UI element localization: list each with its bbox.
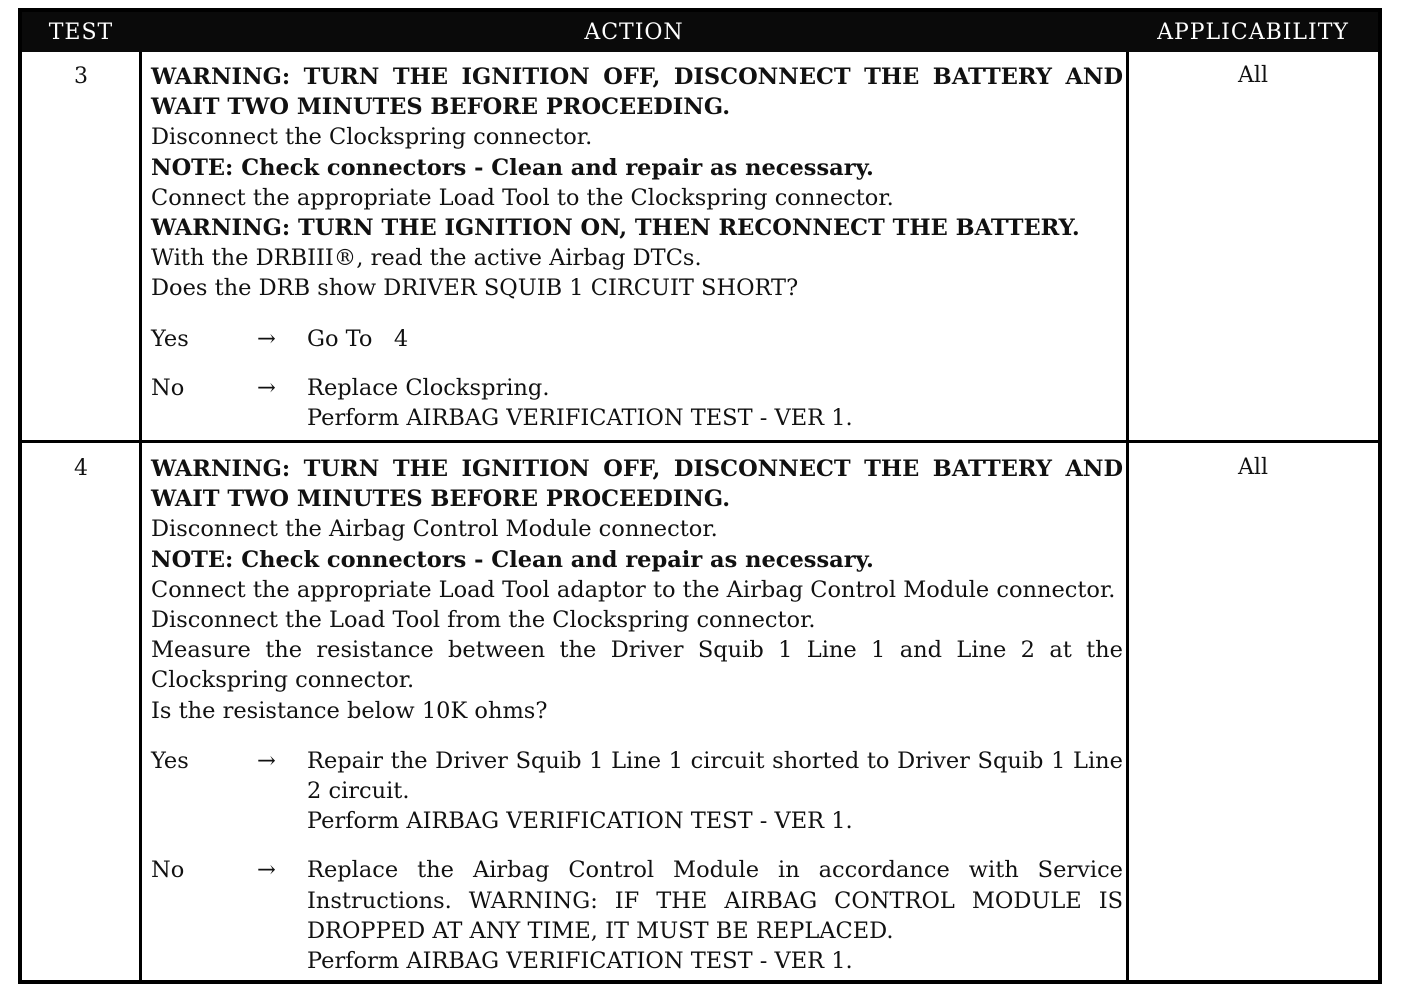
test-number: 3: [74, 64, 88, 89]
response-no: [151, 373, 1123, 433]
question-text: Is the resistance below 10K ohms?: [151, 697, 548, 724]
response-no: [151, 855, 1123, 976]
arrow-right-icon: →: [257, 374, 276, 401]
answer-action: [307, 855, 1123, 976]
arrow-right-icon: →: [257, 325, 276, 352]
action-cell: [151, 454, 1123, 976]
note-text: NOTE: Check connectors - Clean and repair as necessary.: [151, 546, 874, 573]
answer-action-text: Repair the Driver Squib 1 Line 1 circuit shorted to Driver Squib 1 Line 2 circuit.: [307, 747, 1123, 805]
response-yes: [151, 324, 1123, 354]
answer-label: No: [151, 374, 185, 401]
diagnostic-table: [18, 8, 1382, 984]
answer-action-text: Perform AIRBAG VERIFICATION TEST - VER 1.: [307, 405, 853, 432]
action-cell: [151, 62, 1123, 433]
step-text: Disconnect the Airbag Control Module connector.: [151, 516, 718, 543]
answer-action-text: Perform AIRBAG VERIFICATION TEST - VER 1.: [307, 948, 853, 975]
step-text: Disconnect the Load Tool from the Clockspring connector.: [151, 607, 816, 634]
header-applicability: APPLICABILITY: [1128, 12, 1378, 52]
step-text: With the DRBIII®, read the active Airbag DTCs.: [151, 245, 702, 272]
header-action: ACTION: [140, 12, 1128, 52]
answer-action-text: Go To 4: [307, 325, 409, 352]
header-test: TEST: [22, 12, 140, 52]
step-text: Measure the resistance between the Driver Squib 1 Line 1 and Line 2 at the Clockspring connector.: [151, 637, 1123, 694]
step-text: Connect the appropriate Load Tool adaptor to the Airbag Control Module connector.: [151, 576, 1116, 603]
test-number: 4: [74, 456, 88, 481]
answer-action-text: Perform AIRBAG VERIFICATION TEST - VER 1.: [307, 808, 853, 835]
column-divider: [139, 52, 142, 980]
response-yes: [151, 746, 1123, 837]
answer-action-text: Replace Clockspring.: [307, 374, 550, 401]
applicability-value: All: [1238, 63, 1268, 88]
row-divider: [22, 440, 1378, 443]
answer-label: No: [151, 857, 185, 884]
answer-action: [307, 373, 1123, 433]
answer-action: [307, 324, 1123, 354]
answer-label: Yes: [151, 325, 189, 352]
question-text: Does the DRB show DRIVER SQUIB 1 CIRCUIT SHORT?: [151, 275, 799, 302]
arrow-right-icon: →: [257, 747, 276, 774]
applicability-value: All: [1238, 455, 1268, 480]
arrow-right-icon: →: [257, 857, 276, 884]
step-text: Connect the appropriate Load Tool to the Clockspring connector.: [151, 184, 894, 211]
step-text: Disconnect the Clockspring connector.: [151, 124, 593, 151]
note-text: NOTE: Check connectors - Clean and repair as necessary.: [151, 154, 874, 181]
warning-text: WARNING: TURN THE IGNITION OFF, DISCONNECT THE BATTERY AND WAIT TWO MINUTES BEFORE PROCEEDING.: [151, 456, 1123, 513]
answer-label: Yes: [151, 747, 189, 774]
answer-action-text: Replace the Airbag Control Module in accordance with Service Instructions. WARNING: IF THE AIRBAG CONTROL MODULE IS DROPPED AT ANY TIME, IT MUST BE REPLACED.: [307, 857, 1123, 944]
warning-text: WARNING: TURN THE IGNITION OFF, DISCONNECT THE BATTERY AND WAIT TWO MINUTES BEFORE PROCEEDING.: [151, 64, 1123, 121]
answer-action: [307, 746, 1123, 837]
column-divider: [1126, 52, 1129, 980]
warning-text: WARNING: TURN THE IGNITION ON, THEN RECONNECT THE BATTERY.: [151, 215, 1080, 242]
